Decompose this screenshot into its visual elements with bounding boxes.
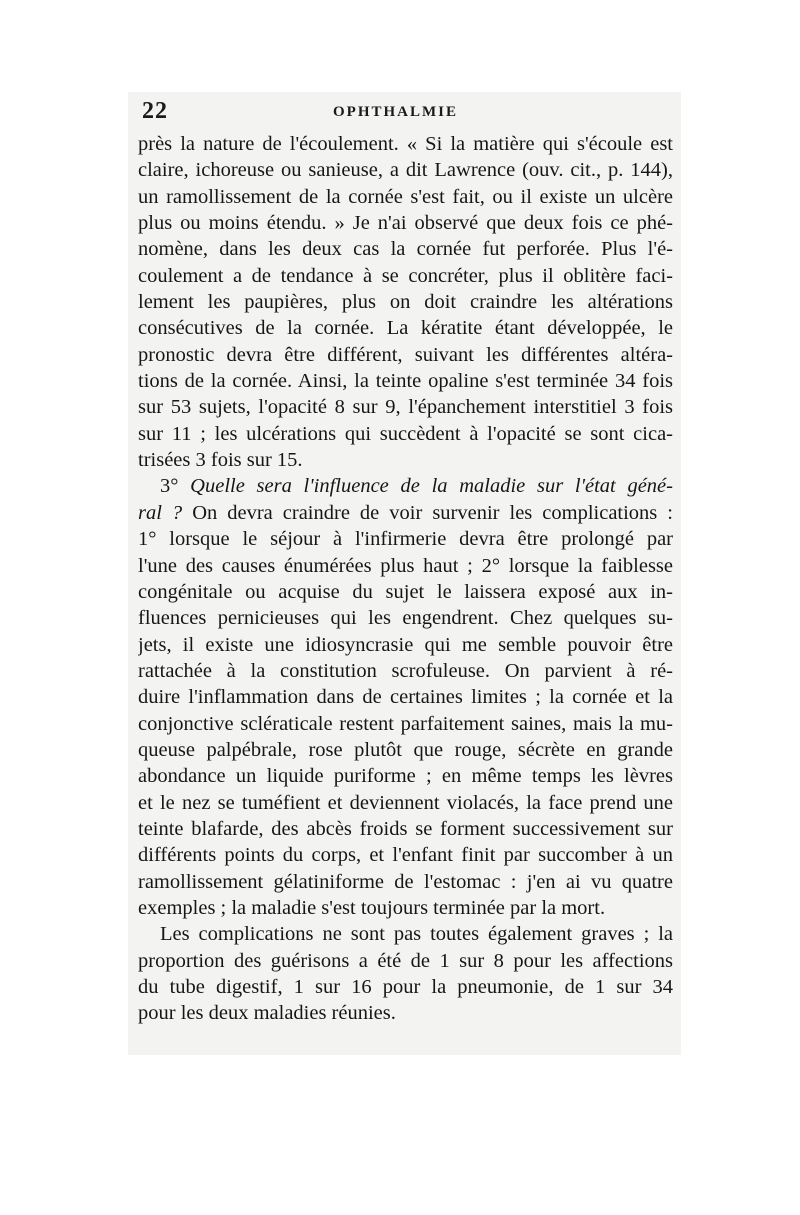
- text-line: tions de la cornée. Ainsi, la teinte opaline s'est terminée 34 fois: [138, 370, 673, 393]
- section-number: 3°: [160, 475, 191, 498]
- text-line: [138, 500, 673, 526]
- text-line: lement les paupières, plus on doit craindre les altérations: [138, 291, 673, 314]
- text-line: exemples ; la maladie s'est toujours terminée par la mort.: [138, 896, 606, 919]
- text-fragment: On devra craindre de voir survenir les complications :: [182, 501, 673, 524]
- text-line: proportion des guérisons a été de 1 sur 8 pour les affections: [138, 949, 673, 972]
- text-line: pronostic devra être différent, suivant les différentes altéra-: [138, 343, 673, 366]
- paragraph-3: [138, 921, 673, 1026]
- paragraph-1: [138, 131, 673, 473]
- text-line: rattachée à la constitution scrofuleuse. On parvient à ré-: [138, 659, 673, 682]
- text-line: trisées 3 fois sur 15.: [138, 449, 303, 472]
- text-line: pour les deux maladies réunies.: [138, 1002, 396, 1025]
- text-line: conjonctive sclératicale restent parfaitement saines, mais la mu-: [138, 712, 673, 735]
- text-line: Les complications ne sont pas toutes également graves ; la: [160, 923, 673, 946]
- page-number: 22: [142, 98, 168, 124]
- section-question: Quelle sera l'influence de la maladie sur l'état géné-: [190, 475, 673, 498]
- text-line: abondance un liquide puriforme ; en même temps les lèvres: [138, 765, 673, 788]
- text-line: et le nez se tuméfient et deviennent violacés, la face prend une: [138, 791, 673, 814]
- text-line: consécutives de la cornée. La kératite étant développée, le: [138, 317, 673, 340]
- text-line: du tube digestif, 1 sur 16 pour la pneumonie, de 1 sur 34: [138, 976, 673, 998]
- text-line: queuse palpébrale, rose plutôt que rouge, sécrète en grande: [138, 738, 673, 761]
- text-line: ramollissement gélatiniforme de l'estomac : j'en ai vu quatre: [138, 870, 673, 893]
- text-line: duire l'inflammation dans de certaines limites ; la cornée et la: [138, 686, 673, 709]
- section-heading-line: [138, 473, 673, 499]
- text-line: claire, ichoreuse ou sanieuse, a dit Lawrence (ouv. cit., p. 144),: [138, 159, 673, 182]
- text-line: sur 11 ; les ulcérations qui succèdent à l'opacité se sont cica-: [138, 422, 673, 445]
- text-line: teinte blafarde, des abcès froids se forment successivement sur: [138, 817, 673, 840]
- page-header: [138, 98, 678, 130]
- text-line: un ramollissement de la cornée s'est fait, ou il existe un ulcère: [138, 185, 673, 208]
- running-head: OPHTHALMIE: [333, 104, 459, 120]
- text-line: près la nature de l'écoulement. « Si la matière qui s'écoule est: [138, 133, 673, 155]
- section-question-end: ral ?: [138, 501, 183, 524]
- text-line: sur 53 sujets, l'opacité 8 sur 9, l'épanchement interstitiel 3 fois: [138, 396, 673, 419]
- text-line: nomène, dans les deux cas la cornée fut perforée. Plus l'é-: [138, 238, 673, 261]
- text-line: fluences pernicieuses qui les engendrent. Chez quelques su-: [138, 607, 673, 630]
- text-line: jets, il existe une idiosyncrasie qui me semble pouvoir être: [138, 633, 673, 656]
- text-line: congénitale ou acquise du sujet le laissera exposé aux in-: [138, 580, 673, 603]
- text-line: coulement a de tendance à se concréter, plus il oblitère faci-: [138, 264, 673, 287]
- text-line: l'une des causes énumérées plus haut ; 2° lorsque la faiblesse: [138, 554, 673, 577]
- text-line: 1° lorsque le séjour à l'infirmerie devra être prolongé par: [138, 528, 673, 551]
- body-text: [138, 131, 673, 1027]
- text-line: plus ou moins étendu. » Je n'ai observé que deux fois ce phé-: [138, 212, 673, 235]
- paragraph-2: [138, 473, 673, 921]
- text-line: différents points du corps, et l'enfant finit par succomber à un: [138, 844, 673, 867]
